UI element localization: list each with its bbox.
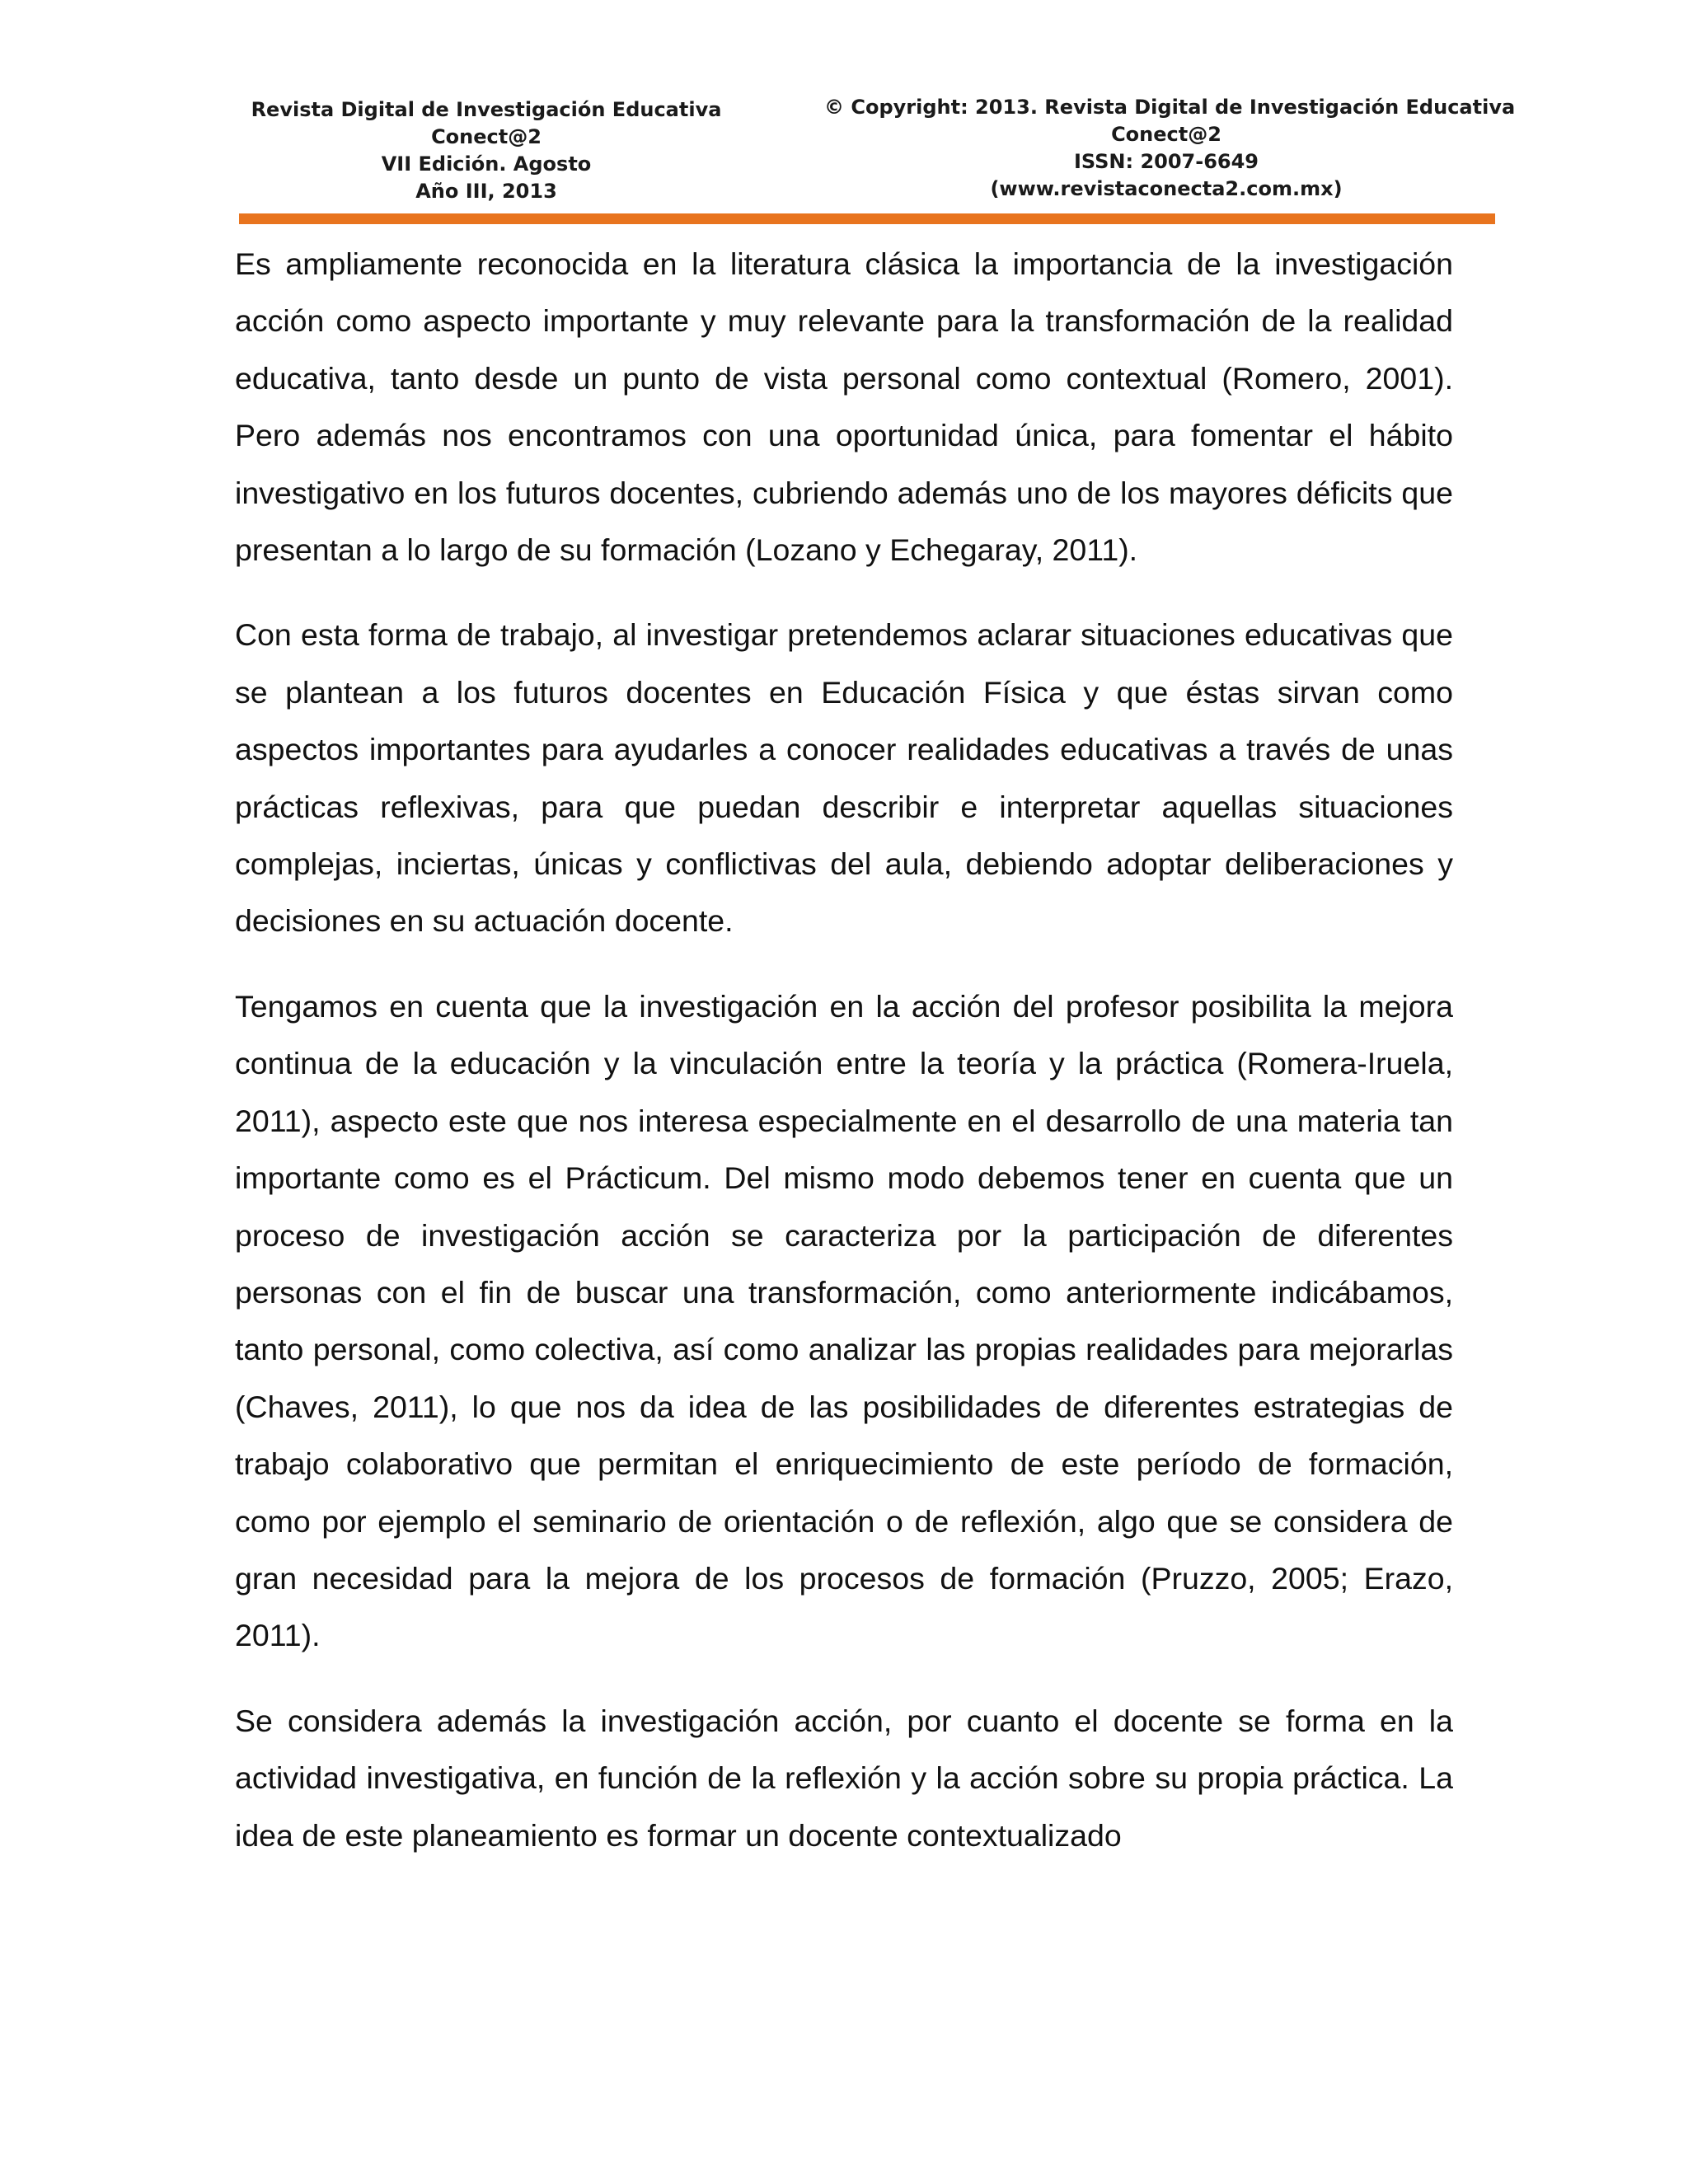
journal-header-right bbox=[824, 94, 1516, 203]
article-body bbox=[235, 236, 1453, 1864]
edition-line: VII Edición. Agosto bbox=[381, 152, 592, 176]
header-divider bbox=[239, 213, 1495, 224]
journal-name-right: Conect@2 bbox=[1111, 123, 1221, 146]
year-line: Año III, 2013 bbox=[415, 180, 557, 203]
issn-line: ISSN: 2007-6649 bbox=[1073, 150, 1259, 173]
journal-title: Revista Digital de Investigación Educativa bbox=[251, 98, 722, 121]
paragraph: Es ampliamente reconocida en la literatura clásica la importancia de la investigación acción como aspecto importante y muy relevante para la transformación de la realidad educativa, tanto desde un punto de vista personal como contextual (Romero, 2001). Pero además nos encontramos con una oportunidad única, para fomentar el hábito investigativo en los futuros docentes, cubriendo además uno de los mayores déficits que presentan a lo largo de su formación (Lozano y Echegaray, 2011). bbox=[235, 246, 1453, 568]
journal-header-left bbox=[247, 96, 725, 205]
paragraph: Se considera además la investigación acción, por cuanto el docente se forma en la actividad investigativa, en función de la reflexión y la acción sobre su propia práctica. La idea de este planeamiento es formar un docente contextualizado bbox=[235, 1703, 1453, 1853]
journal-name: Conect@2 bbox=[431, 125, 542, 148]
paragraph: Con esta forma de trabajo, al investigar pretendemos aclarar situaciones educativas que se plantean a los futuros docentes en Educación Física y que éstas sirvan como aspectos importantes para ayudarles a conocer realidades educativas a través de unas prácticas reflexivas, para que puedan describir e interpretar aquellas situaciones complejas, inciertas, únicas y conflictivas del aula, debiendo adoptar deliberaciones y decisiones en su actuación docente. bbox=[235, 617, 1453, 939]
website-line: (www.revistaconecta2.com.mx) bbox=[990, 177, 1343, 200]
copyright-line: © Copyright: 2013. Revista Digital de Investigación Educativa bbox=[824, 96, 1516, 119]
paragraph: Tengamos en cuenta que la investigación en la acción del profesor posibilita la mejora continua de la educación y la vinculación entre la teoría y la práctica (Romera-Iruela, 2011), aspecto este que nos interesa especialmente en el desarrollo de una materia tan importante como es el Prácticum. Del mismo modo debemos tener en cuenta que un proceso de investigación acción se caracteriza por la participación de diferentes personas con el fin de buscar una transformación, como anteriormente indicábamos, tanto personal, como colectiva, así como analizar las propias realidades para mejorarlas (Chaves, 2011), lo que nos da idea de las posibilidades de diferentes estrategias de trabajo colaborativo que permitan el enriquecimiento de este período de formación, como por ejemplo el seminario de orientación o de reflexión, algo que se considera de gran necesidad para la mejora de los procesos de formación (Pruzzo, 2005; Erazo, 2011). bbox=[235, 988, 1453, 1653]
